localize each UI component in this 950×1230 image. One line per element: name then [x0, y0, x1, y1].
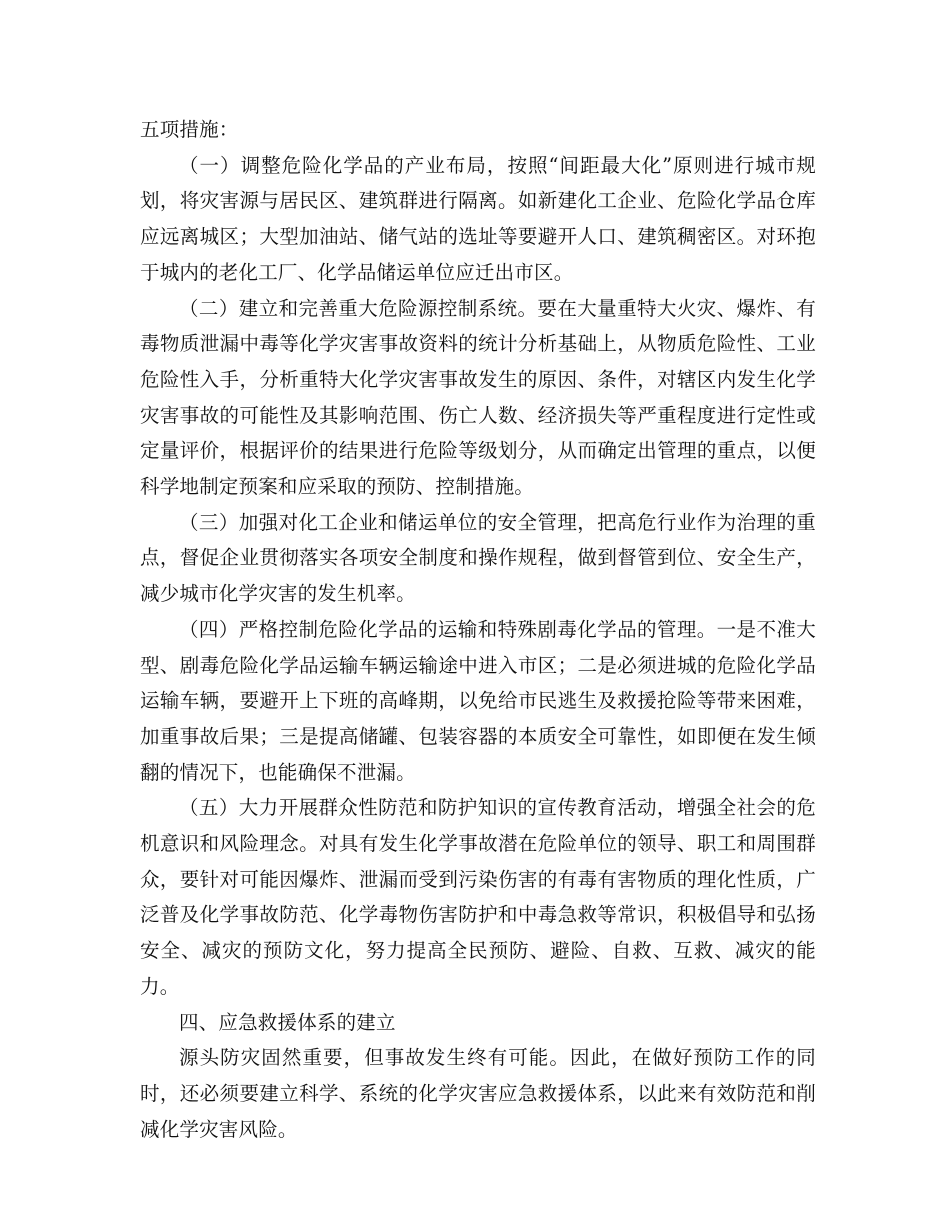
measure-5-paragraph: （五）大力开展群众性防范和防护知识的宣传教育活动，增强全社会的危机意识和风险理念。对具有发生化学事故潜在危险单位的领导、职工和周围群众，要针对可能因爆炸、泄漏而受到污染伤害的有毒有害物质的理化性质，广泛普及化学事故防范、化学毒物伤害防护和中毒急救等常识，积极倡导和弘扬安全、减灾的预防文化，努力提高全民预防、避险、自救、互救、减灾的能力。: [140, 796, 816, 998]
section-heading: 四、应急救援体系的建立: [179, 1010, 396, 1034]
document-body: [140, 112, 816, 1147]
intro-line: 五项措施：: [140, 118, 239, 141]
measure-1-paragraph: （一）调整危险化学品的产业布局，按照“间距最大化”原则进行城市规划，将灾害源与居民区、建筑群进行隔离。如新建化工企业、危险化学品仓库应远离城区；大型加油站、储气站的选址等要避开人口、建筑稠密区。对环抱于城内的老化工厂、化学品储运单位应迁出市区。: [140, 153, 816, 284]
section-body-paragraph: 源头防灾固然重要，但事故发生终有可能。因此，在做好预防工作的同时，还必须要建立科学、系统的化学灾害应急救援体系，以此来有效防范和削减化学灾害风险。: [140, 1046, 816, 1141]
measure-3-paragraph: （三）加强对化工企业和储运单位的安全管理，把高危行业作为治理的重点，督促企业贯彻落实各项安全制度和操作规程，做到督管到位、安全生产，减少城市化学灾害的发生机率。: [140, 510, 816, 606]
measure-2-paragraph: （二）建立和完善重大危险源控制系统。要在大量重特大火灾、爆炸、有毒物质泄漏中毒等化学灾害事故资料的统计分析基础上，从物质危险性、工业危险性入手，分析重特大化学灾害事故发生的原因、条件，对辖区内发生化学灾害事故的可能性及其影响范围、伤亡人数、经济损失等严重程度进行定性或定量评价，根据评价的结果进行危险等级划分，从而确定出管理的重点，以便科学地制定预案和应采取的预防、控制措施。: [140, 296, 816, 499]
measure-4-paragraph: （四）严格控制危险化学品的运输和特殊剧毒化学品的管理。一是不准大型、剧毒危险化学品运输车辆运输途中进入市区；二是必须进城的危险化学品运输车辆，要避开上下班的高峰期，以免给市民逃生及救援抢险等带来困难，加重事故后果；三是提高储罐、包装容器的本质安全可靠性，如即便在发生倾翻的情况下，也能确保不泄漏。: [140, 617, 816, 784]
